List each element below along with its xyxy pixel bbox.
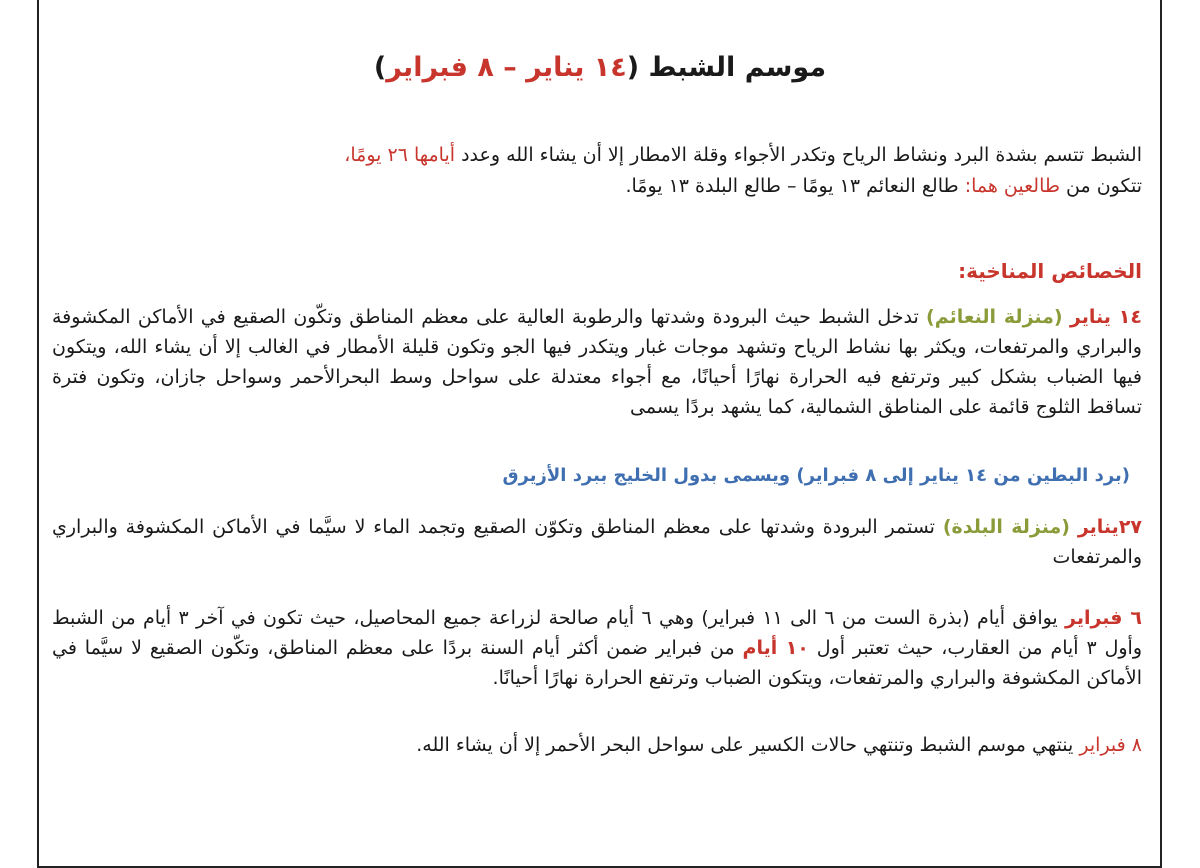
intro-line-1	[52, 140, 1142, 170]
climate-paragraph-1	[52, 302, 1142, 422]
climate-paragraph-2	[52, 512, 1142, 572]
intro-days-count: أيامها ٢٦ يومًا،	[344, 144, 456, 166]
intro-two-tawali: طالعين هما:	[964, 175, 1060, 197]
paragraph-4-text: ينتهي موسم الشبط وتنتهي حالات الكسير على سواحل البحر الأحمر إلا أن يشاء الله.	[416, 734, 1074, 756]
intro-line-2	[52, 171, 1142, 201]
mansion-naaim: (منزلة النعائم)	[926, 306, 1063, 328]
title-close-paren: )	[373, 52, 387, 83]
intro-line2-prefix: تتكون من	[1066, 175, 1142, 197]
climate-heading-row	[52, 256, 1142, 287]
title-main: موسم الشبط	[648, 52, 827, 83]
paragraph-3-text-b: من فبراير ضمن أكثر أيام السنة بردًا على معظم المناطق، وتكّون الصقيع لا سيَّما في الأماكن المكشوفة والبراري والمرتفعات، ويتكون الضباب وترتفع الحرارة نهارًا أحيانًا.	[52, 637, 1142, 689]
ten-days-highlight: ١٠ أيام	[742, 637, 809, 659]
date-jan-27: ٢٧يناير	[1077, 516, 1143, 538]
paragraph-2-text: تستمر البرودة وشدتها على معظم المناطق وتكوّن الصقيع وتجمد الماء لا سيَّما في الأماكن المكشوفة والبراري والمرتفعات	[52, 516, 1142, 568]
page-title	[0, 52, 1200, 83]
title-open-paren: (	[626, 52, 640, 83]
title-date-range: ١٤ يناير – ٨ فبراير	[386, 52, 627, 83]
paragraph-1-text: تدخل الشبط حيث البرودة وشدتها والرطوبة العالية على معظم المناطق وتكّون الصقيع في الأماكن المكشوفة والبراري والمرتفعات، ويكثر بها نشاط الرياح وتشهد موجات غبار ويتكدر فيها الجو وتكون قليلة الأمطار في الغالب إلا أن يشاء الله، ويتكون فيها الضباب بشكل كبير وترتفع فيه الحرارة نهارًا أحيانًا، مع أجواء معتدلة على سواحل وسط البحرالأحمر وسواحل جازان، وتكون فترة تساقط الثلوج قائمة على المناطق الشمالية، كما يشهد بردًا يسمى	[52, 306, 1142, 418]
date-feb-8: ٨ فبراير	[1079, 734, 1142, 756]
intro-text: الشبط تتسم بشدة البرد ونشاط الرياح وتكدر الأجواء وقلة الامطار إلا أن يشاء الله وعدد	[461, 144, 1142, 166]
paragraph-3-text-a: يوافق أيام (بذرة الست من ٦ الى ١١ فبراير) وهي ٦ أيام صالحة لزراعة جميع المحاصيل، حيث تكون في آخر ٣ أيام من الشبط وأول ٣ أيام من العقارب، حيث تعتبر أول	[52, 607, 1143, 659]
date-feb-6: ٦ فبراير	[1065, 607, 1142, 629]
butain-cold-note: (برد البطين من ١٤ يناير إلى ٨ فبراير) ويسمى بدول الخليج ببرد الأزيرق	[502, 465, 1130, 486]
intro-line2-text: طالع النعائم ١٣ يومًا – طالع البلدة ١٣ يومًا.	[625, 175, 959, 197]
mansion-balda: (منزلة البلدة)	[942, 516, 1070, 538]
climate-paragraph-3	[52, 603, 1142, 693]
date-jan-14: ١٤ يناير	[1069, 306, 1142, 328]
climate-paragraph-4	[52, 730, 1142, 760]
climate-heading: الخصائص المناخية:	[958, 259, 1142, 283]
